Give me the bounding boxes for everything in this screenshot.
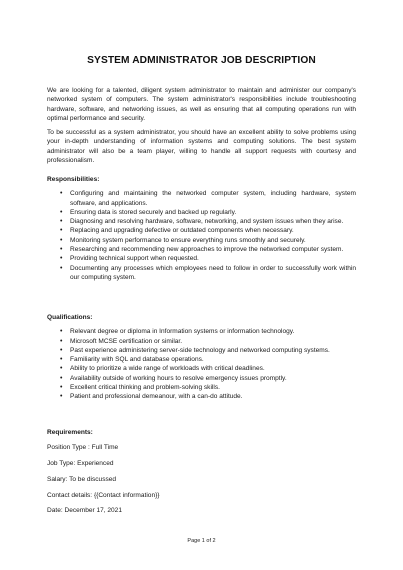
list-item: • Monitoring system performance to ensure everything runs smoothly and securely. [47,236,356,245]
list-item: • Ability to prioritize a wide range of workloads with critical deadlines. [47,364,356,373]
list-item: • Providing technical support when requested. [47,254,356,263]
requirements-section [47,428,356,516]
list-item: • Replacing and upgrading defective or outdated components when necessary. [47,226,356,235]
requirements-heading: Requirements: [47,429,93,436]
list-item: • Patient and professional demeanour, with a can-do attitude. [47,392,356,401]
list-item: • Researching and recommending new approaches to improve the networked computer system. [47,245,356,254]
responsibilities-list [47,189,356,282]
qualifications-heading: Qualifications: [47,314,93,321]
intro-paragraph: To be successful as a system administrator, you should have an excellent ability to solve problems using your in-depth understanding of information systems and computing solutions. The best system administrator will also be a team player, willing to handle all support requests with courtesy and professionalism. [47,129,356,164]
position-type: Position Type : Full Time [47,444,119,452]
list-item: • Familiarity with SQL and database operations. [47,355,356,364]
list-item: • Documenting any processes which employees need to follow in order to successfully work within our computing system. [47,264,356,283]
page-number: Page 1 of 2 [187,538,216,544]
job-type: Job Type: Experienced [47,460,114,468]
responsibilities-section [47,175,356,282]
intro-paragraph-1-block [47,86,356,123]
list-item: • Relevant degree or diploma in Information systems or information technology. [47,327,356,336]
qualifications-list [47,327,356,401]
date: Date: December 17, 2021 [47,507,122,515]
intro-paragraph-2-block [47,128,356,165]
responsibilities-heading: Responsibilities: [47,176,100,183]
list-item: • Excellent critical thinking and problem-solving skills. [47,383,356,392]
list-item: • Diagnosing and resolving hardware, software, networking, and system issues when they arise. [47,217,356,226]
list-item: • Past experience administering server-side technology and networked computing systems. [47,346,356,355]
list-item: • Ensuring data is stored securely and backed up regularly. [47,208,356,217]
contact-details: Contact details: {{Contact information}} [47,491,160,499]
salary: Salary: To be discussed [47,475,117,483]
qualifications-section [47,313,356,402]
intro-paragraph: We are looking for a talented, diligent system administrator to maintain and administer our company's networked system of computers. The system administrator's responsibilities include troubleshooting hardware, software, and networking issues, as well as ensuring that all computing operations run with optimal performance and security. [47,87,356,122]
list-item: • Configuring and maintaining the networked computer system, including hardware, system software, and applications. [47,189,356,208]
list-item: • Microsoft MCSE certification or similar. [47,337,356,346]
list-item: • Availability outside of working hours to resolve emergency issues promptly. [47,374,356,383]
document-title: SYSTEM ADMINISTRATOR JOB DESCRIPTION [87,55,316,66]
